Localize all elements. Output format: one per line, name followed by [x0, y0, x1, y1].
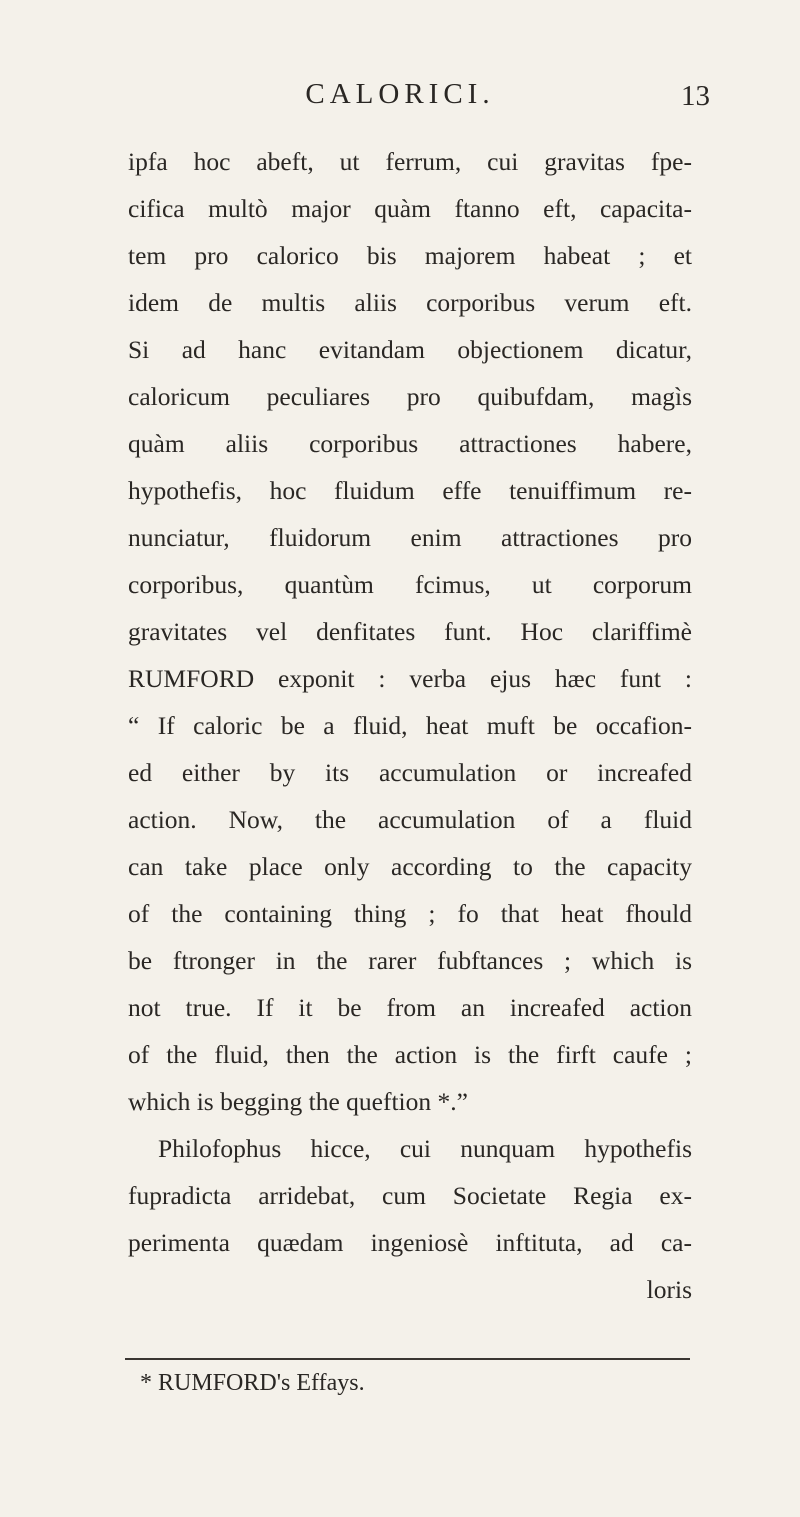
- text-line: quàm aliis corporibus attractiones habere,: [128, 429, 692, 458]
- running-head: CALORICI.: [305, 78, 495, 110]
- body-text: [128, 138, 692, 1313]
- footnote-rule: [125, 1358, 690, 1360]
- text-line: which is begging the queftion *.”: [128, 1087, 468, 1116]
- text-line: Si ad hanc evitandam objectionem dicatur,: [128, 335, 692, 364]
- text-line: of the containing thing ; fo that heat fhould: [128, 899, 692, 928]
- text-line: of the fluid, then the action is the firft caufe ;: [128, 1040, 692, 1069]
- text-line: gravitates vel denfitates funt. Hoc clariffimè: [128, 617, 692, 646]
- text-line: Philofophus hicce, cui nunquam hypothefis: [158, 1134, 692, 1163]
- text-line: “ If caloric be a fluid, heat muft be occafion-: [128, 711, 692, 740]
- text-line: ipfa hoc abeft, ut ferrum, cui gravitas fpe-: [128, 147, 692, 176]
- text-line: RUMFORD exponit : verba ejus hæc funt :: [128, 664, 692, 693]
- text-line: fupradicta arridebat, cum Societate Regia ex-: [128, 1181, 692, 1210]
- footnote: * RUMFORD's Effays.: [140, 1370, 365, 1396]
- text-line: tem pro calorico bis majorem habeat ; et: [128, 241, 692, 270]
- text-line: ed either by its accumulation or increafed: [128, 758, 692, 787]
- text-line: can take place only according to the capacity: [128, 852, 692, 881]
- text-line: perimenta quædam ingeniosè inftituta, ad ca-: [128, 1228, 692, 1257]
- text-line: not true. If it be from an increafed action: [128, 993, 692, 1022]
- text-line: idem de multis aliis corporibus verum eft.: [128, 288, 692, 317]
- text-line: be ftronger in the rarer fubftances ; which is: [128, 946, 692, 975]
- page-number: 13: [681, 80, 710, 112]
- text-line: cifica multò major quàm ftanno eft, capacita-: [128, 194, 692, 223]
- text-line: nunciatur, fluidorum enim attractiones pro: [128, 523, 692, 552]
- text-line: action. Now, the accumulation of a fluid: [128, 805, 692, 834]
- text-line: caloricum peculiares pro quibufdam, magìs: [128, 382, 692, 411]
- text-line: hypothefis, hoc fluidum effe tenuiffimum re-: [128, 476, 692, 505]
- catchword: loris: [646, 1275, 692, 1304]
- page-header: [0, 78, 800, 118]
- text-line: corporibus, quantùm fcimus, ut corporum: [128, 570, 692, 599]
